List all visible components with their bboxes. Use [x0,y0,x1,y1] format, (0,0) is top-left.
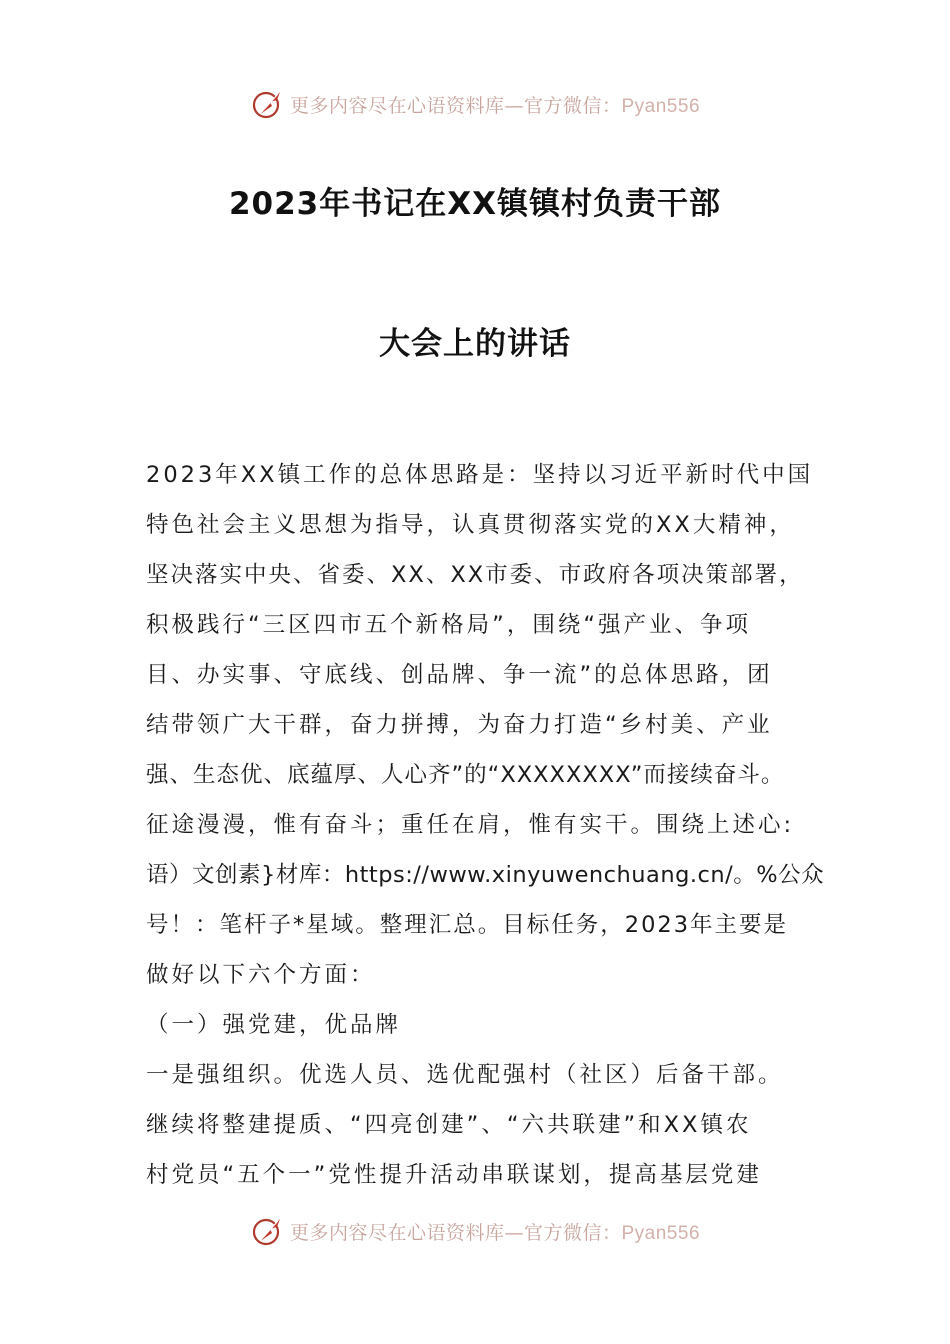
banner-text [290,91,700,118]
body-line: 征途漫漫，惟有奋斗；重任在肩，惟有实干。围绕上述心: [146,812,795,838]
body-line: 2023年XX镇工作的总体思路是：坚持以习近平新时代中国 [146,462,814,488]
body-line: 村党员“五个一”党性提升活动串联谋划，提高基层党建 [146,1162,762,1188]
body-line: 继续将整建提质、“四亮创建”、“六共联建”和XX镇农 [146,1112,752,1138]
body-line: 结带领广大干群，奋力拼搏，为奋力打造“乡村美、产业 [146,712,773,738]
footer-banner [0,1211,950,1251]
document-title-line2: 大会上的讲话 [379,326,571,362]
body-line: 特色社会主义思想为指导，认真贯彻落实党的XX大精神， [146,512,795,538]
document-body [146,450,825,1200]
body-line: 强、生态优、底蕴厚、人心齐”的“XXXXXXXX”而接续奋斗。 [146,762,785,788]
banner-label: 更多内容尽在心语资料库—官方微信： [289,94,622,117]
header-banner [0,84,950,124]
quill-logo-icon [250,1213,286,1249]
body-line: 坚决落实中央、省委、XX、XX市委、市政府各项决策部署， [146,562,804,588]
wechat-id: Pyan556 [621,1222,701,1244]
quill-logo-icon [250,86,286,122]
body-line: 目、办实事、守底线、创品牌、争一流”的总体思路，团 [146,662,773,688]
banner-text [290,1218,700,1245]
section-heading: （一）强党建，优品牌 [146,1012,402,1038]
body-line: 语）文创素}材库：https://www.xinyuwenchuang.cn/。%公众 [146,862,825,888]
wechat-id: Pyan556 [621,95,701,117]
body-line: 做好以下六个方面： [146,962,376,988]
body-line: 积极践行“三区四市五个新格局”，围绕“强产业、争项 [146,612,751,638]
document-title-line1: 2023年书记在XX镇镇村负责干部 [228,186,722,222]
banner-label: 更多内容尽在心语资料库—官方微信： [289,1221,622,1244]
body-line: 号！：笔杆子*星域。整理汇总。目标任务，2023年主要是 [146,912,789,938]
body-line: 一是强组织。优选人员、选优配强村（社区）后备干部。 [146,1062,784,1088]
